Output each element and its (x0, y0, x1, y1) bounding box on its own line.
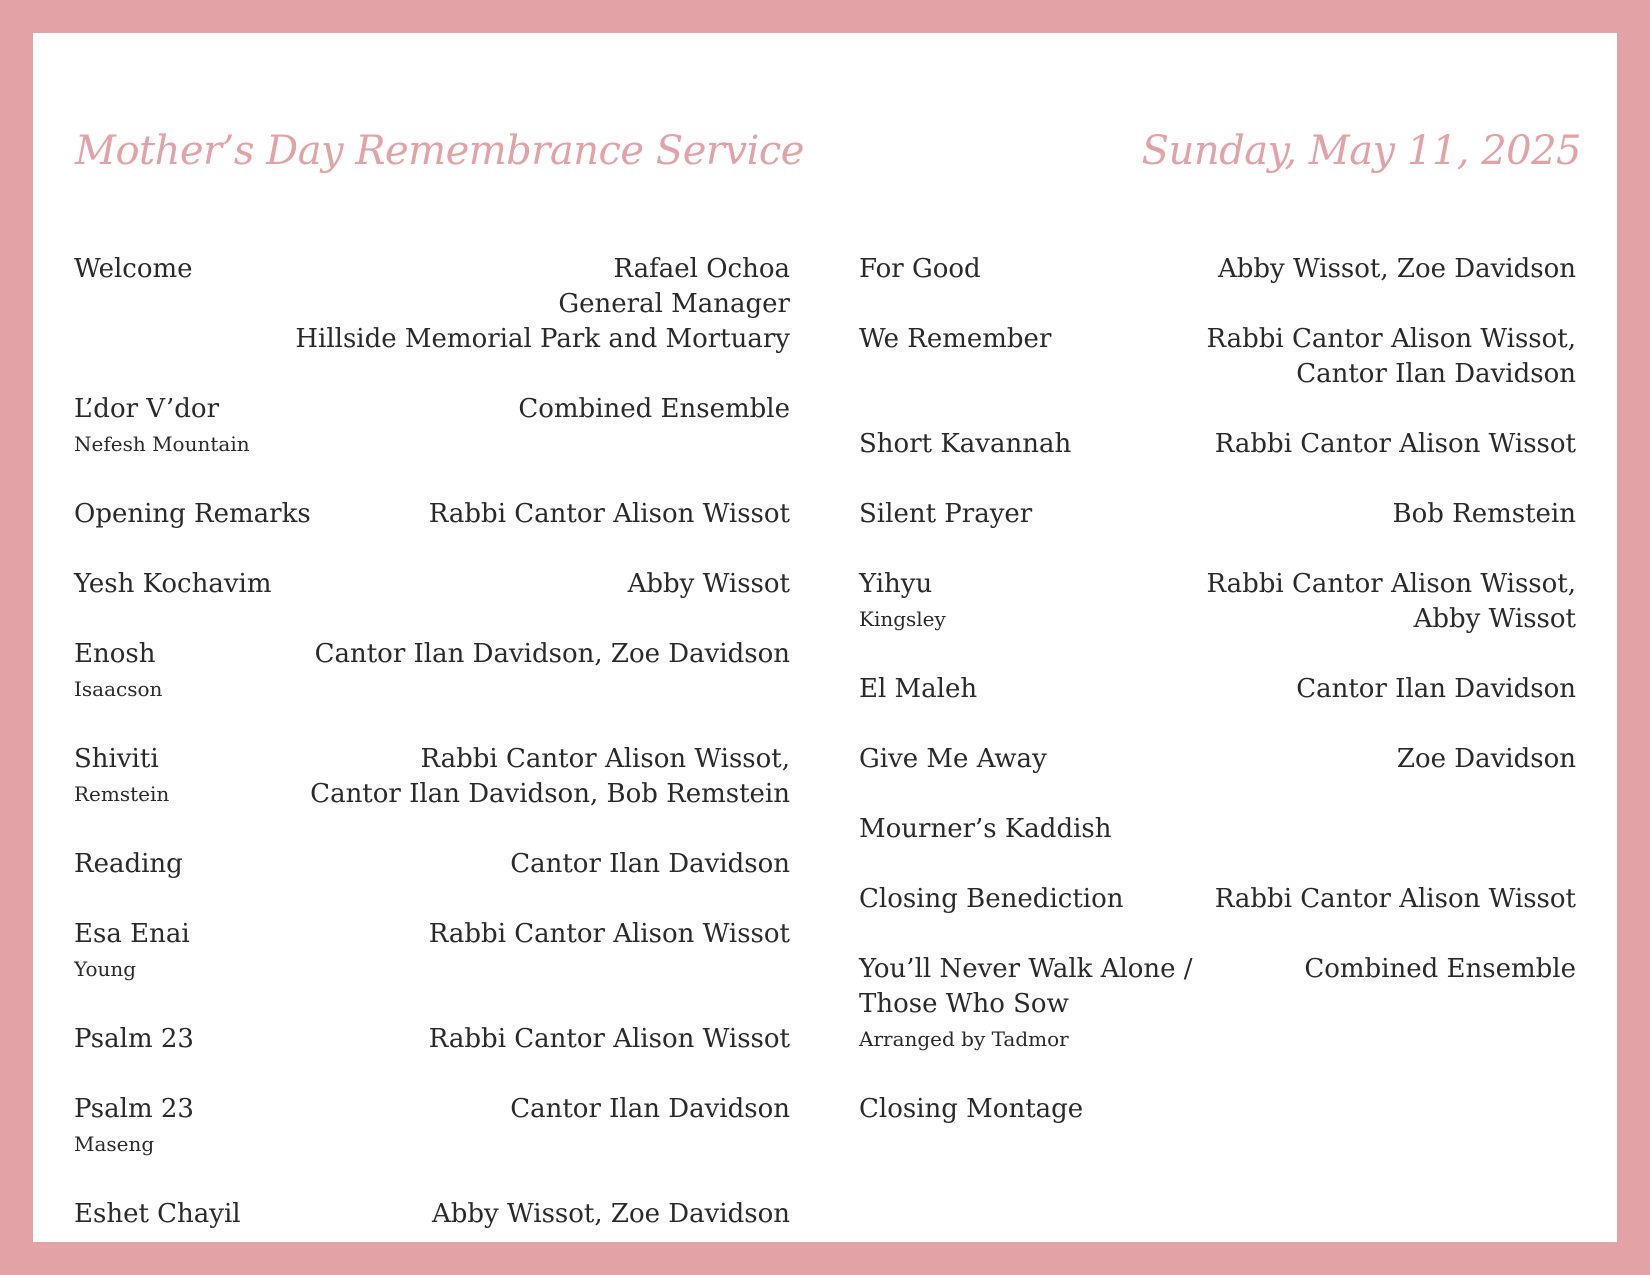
program-item-name: Eshet Chayil (74, 1199, 241, 1229)
program-item-title-block (859, 322, 1219, 357)
program-item (74, 392, 790, 462)
program-item-title-block (859, 952, 1219, 1057)
program-item-name: Yesh Kochavim (74, 569, 272, 599)
performer-line: Cantor Ilan Davidson (1296, 359, 1576, 389)
program-item (74, 567, 790, 602)
performer-line: Rabbi Cantor Alison Wissot (1214, 429, 1576, 459)
program-item-title-block (859, 252, 1219, 287)
performer-line: Cantor Ilan Davidson, Bob Remstein (310, 779, 790, 809)
right-column (859, 252, 1576, 1162)
program-item-name: Reading (74, 849, 183, 879)
performer-line: Rabbi Cantor Alison Wissot (428, 499, 790, 529)
program-date: Sunday, May 11, 2025 (1141, 128, 1581, 174)
program-item-name: Give Me Away (859, 744, 1047, 774)
program-item-title-block (74, 847, 434, 882)
program-item-title-block (74, 1197, 434, 1232)
program-item (74, 252, 790, 357)
program-item (74, 1092, 790, 1162)
program-item (859, 427, 1576, 462)
program-item (74, 1197, 790, 1232)
program-item (859, 742, 1576, 777)
program-item (74, 637, 790, 707)
program-item-performers (1392, 497, 1576, 532)
program-item-title-block (74, 392, 434, 462)
program-item (859, 672, 1576, 707)
performer-line: Cantor Ilan Davidson, Zoe Davidson (314, 639, 790, 669)
program-item (859, 812, 1576, 847)
program-item-title-block (859, 882, 1219, 917)
program-title: Mother’s Day Remembrance Service (75, 128, 804, 174)
performer-line: Combined Ensemble (518, 394, 790, 424)
program-item-composer: Isaacson (74, 677, 163, 701)
program-item (74, 917, 790, 987)
program-item-title-block (859, 427, 1219, 462)
program-item-performers (429, 1022, 790, 1057)
program-item-name: Short Kavannah (859, 429, 1072, 459)
program-item-name: For Good (859, 254, 981, 284)
performer-line: Combined Ensemble (1304, 954, 1576, 984)
program-item-performers (1215, 882, 1576, 917)
program-item-performers (1206, 567, 1576, 637)
program-item-performers (432, 1197, 790, 1232)
program-item (859, 567, 1576, 637)
program-item-name: We Remember (859, 324, 1052, 354)
program-item-name: Silent Prayer (859, 499, 1033, 529)
performer-line: Abby Wissot (627, 569, 790, 599)
program-item-title-block (859, 1092, 1219, 1127)
performer-line: Zoe Davidson (1396, 744, 1576, 774)
performer-line: Rabbi Cantor Alison Wissot, (1206, 569, 1576, 599)
program-item-name: Closing Benediction (859, 884, 1124, 914)
program-item (859, 1092, 1576, 1127)
performer-line: Hillside Memorial Park and Mortuary (295, 324, 790, 354)
program-item-name: El Maleh (859, 674, 978, 704)
program-item-name: Welcome (74, 254, 193, 284)
performer-line: Bob Remstein (1392, 499, 1576, 529)
program-item (859, 322, 1576, 392)
program-item-name: L’dor V’dor (74, 394, 220, 424)
program-item (859, 497, 1576, 532)
program-item-composer: Nefesh Mountain (74, 432, 250, 456)
program-item-performers (628, 567, 790, 602)
program-header (75, 128, 1581, 208)
program-item-title-block (74, 567, 434, 602)
program-item-title-block (74, 917, 434, 987)
program-item-composer: Young (74, 957, 137, 981)
program-item-title-block (74, 1022, 434, 1057)
program-item-performers (1206, 322, 1576, 392)
program-item-title-block (74, 497, 434, 532)
program-item-composer: Kingsley (859, 607, 946, 631)
program-item-composer: Remstein (74, 782, 170, 806)
program-item-name: Esa Enai (74, 919, 190, 949)
left-column (74, 252, 790, 1267)
performer-line: Rabbi Cantor Alison Wissot (1214, 884, 1576, 914)
program-item (74, 742, 790, 812)
program-item-performers (310, 742, 790, 812)
performer-line: Abby Wissot, Zoe Davidson (431, 1199, 790, 1229)
program-item-name: Yihyu (859, 569, 933, 599)
performer-line: Rabbi Cantor Alison Wissot, (1206, 324, 1576, 354)
program-item-name: Psalm 23 (74, 1024, 194, 1054)
program-item-title-block (859, 497, 1219, 532)
program-item-performers (315, 637, 790, 672)
performer-line: Abby Wissot, Zoe Davidson (1217, 254, 1576, 284)
performer-line: Rabbi Cantor Alison Wissot (428, 919, 790, 949)
performer-line: Rabbi Cantor Alison Wissot, (420, 744, 790, 774)
program-item-title-block (74, 1092, 434, 1162)
program-item-performers (510, 847, 790, 882)
program-item-title-block (859, 742, 1219, 777)
program-page (33, 33, 1617, 1242)
performer-line: Cantor Ilan Davidson (510, 849, 790, 879)
program-item-composer: Arranged by Tadmor (859, 1027, 1069, 1051)
program-item-performers (1215, 427, 1576, 462)
program-item-title-block (859, 567, 1219, 637)
program-item-title-block (859, 812, 1219, 847)
program-item-title-block (859, 672, 1219, 707)
program-item-name: You’ll Never Walk Alone / (859, 954, 1193, 984)
performer-line: Rabbi Cantor Alison Wissot (428, 1024, 790, 1054)
program-item-performers (295, 252, 790, 357)
program-item-performers (1304, 952, 1576, 987)
program-item-performers (1397, 742, 1576, 777)
program-item-name: Shiviti (74, 744, 159, 774)
program-item-name: Psalm 23 (74, 1094, 194, 1124)
program-item (74, 497, 790, 532)
program-item-composer: Maseng (74, 1132, 155, 1156)
program-item-performers (429, 497, 790, 532)
performer-line: General Manager (558, 289, 790, 319)
program-item-performers (510, 1092, 790, 1127)
program-item-name: Opening Remarks (74, 499, 311, 529)
program-item (74, 847, 790, 882)
program-item (859, 882, 1576, 917)
program-item-name: Mourner’s Kaddish (859, 814, 1112, 844)
program-item (859, 252, 1576, 287)
performer-line: Abby Wissot (1413, 604, 1576, 634)
performer-line: Cantor Ilan Davidson (1296, 674, 1576, 704)
program-item-performers (1296, 672, 1576, 707)
program-item-name: Closing Montage (859, 1094, 1084, 1124)
program-item (859, 952, 1576, 1057)
program-item-name: Enosh (74, 639, 156, 669)
program-item-performers (429, 917, 790, 952)
program-item (74, 1022, 790, 1057)
program-item-name: Those Who Sow (859, 989, 1069, 1019)
program-item-performers (518, 392, 790, 427)
program-item-performers (1218, 252, 1576, 287)
performer-line: Cantor Ilan Davidson (510, 1094, 790, 1124)
performer-line: Rafael Ochoa (613, 254, 790, 284)
